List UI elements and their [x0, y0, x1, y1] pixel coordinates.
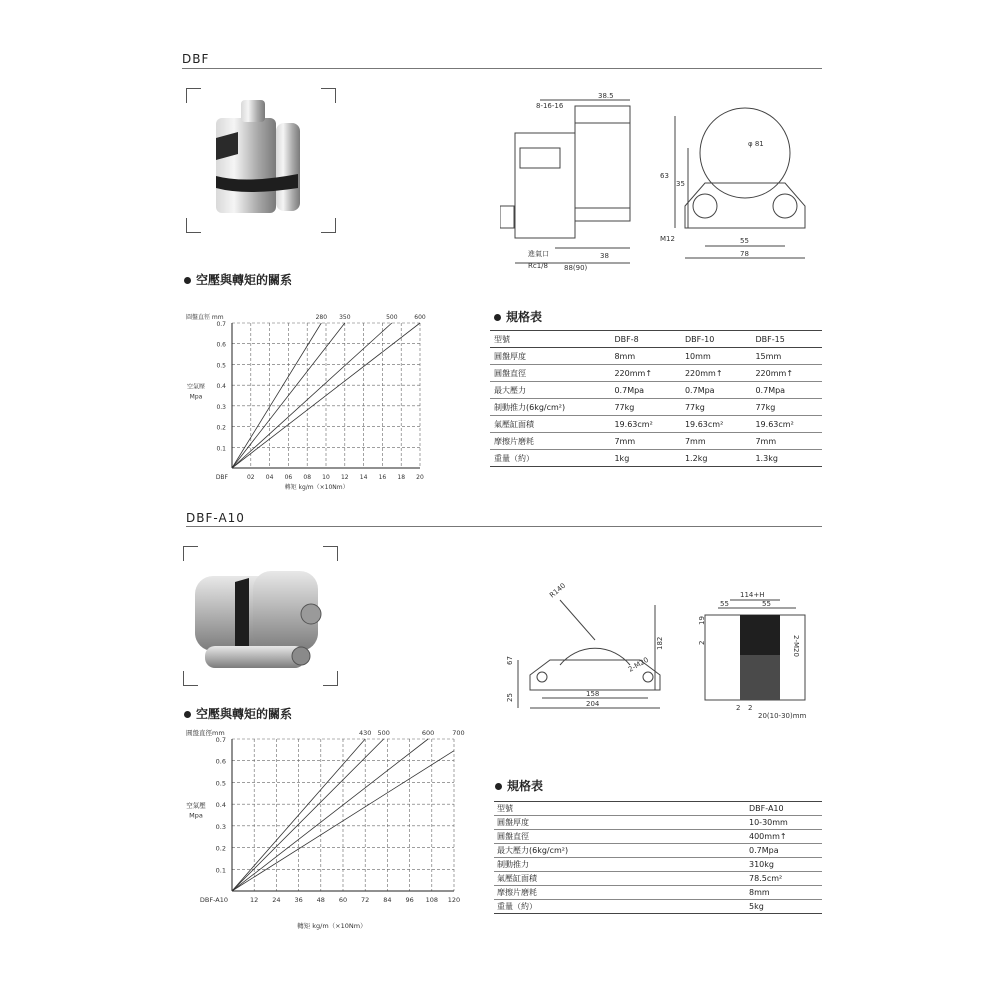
series-label: 600	[414, 314, 426, 321]
y-tick-label: 0.3	[215, 822, 226, 831]
dim-label: 114+H	[740, 591, 765, 599]
table-row: 重量（約） 1kg 1.2kg 1.3kg	[490, 450, 822, 467]
y-axis-label: Mpa	[189, 811, 203, 820]
x-tick-label: 36	[294, 896, 303, 904]
y-tick-label: 0.5	[216, 362, 226, 370]
table-cell: 型號	[494, 802, 746, 816]
inlet-label: 進氣口	[528, 250, 549, 258]
dim-label: 19	[698, 616, 706, 625]
chart-dbf-a10	[180, 722, 465, 937]
x-tick-label: 84	[383, 896, 392, 904]
dim-label: 67	[506, 656, 514, 665]
table-row: 最大壓力 0.7Mpa 0.7Mpa 0.7Mpa	[490, 382, 822, 399]
table-cell: DBF-8	[610, 331, 681, 348]
dia-label: φ 81	[748, 140, 764, 148]
series-label: 280	[315, 314, 328, 321]
x-tick-label: 08	[303, 474, 312, 481]
x-tick-label: 72	[361, 896, 370, 904]
x-tick-label: 20	[416, 474, 424, 481]
table-row: 制動推力(6kg/cm²) 77kg 77kg 77kg	[490, 399, 822, 416]
x-tick-label: 16	[378, 474, 387, 481]
y-tick-label: 0.4	[215, 801, 226, 810]
series-label: 350	[339, 314, 351, 321]
chart-heading-2: 空壓與轉矩的關系	[184, 705, 292, 722]
dim-label: 2-M20	[792, 635, 800, 657]
product-photo-dbf-a10	[183, 546, 338, 686]
table-row: 圓盤直徑 220mm↑ 220mm↑ 220mm↑	[490, 365, 822, 382]
section-title-dbf: DBF	[182, 52, 210, 66]
y-axis-label: 空氣壓	[186, 383, 206, 391]
spec-heading-1: 規格表	[494, 308, 542, 325]
x-tick-label: 60	[338, 896, 348, 904]
y-tick-label: 0.6	[215, 757, 226, 766]
y-axis-label: 空氣壓	[186, 801, 206, 810]
x-tick-label: 120	[447, 896, 461, 904]
x-axis-label: 轉矩 kg/m（×10Nm）	[284, 484, 349, 491]
dim-label: 55	[720, 600, 729, 608]
thread-label: Rc1/8	[528, 262, 548, 270]
table-cell: DBF-10	[681, 331, 752, 348]
table-cell: DBF-A10	[746, 802, 822, 816]
dim-label: 20(10-30)mm	[758, 712, 807, 720]
x-tick-label: 02	[246, 474, 255, 481]
series-line	[232, 323, 392, 468]
technical-drawing-dbf	[500, 88, 810, 273]
table-header-row	[490, 331, 822, 348]
y-tick-label: 0.1	[216, 445, 226, 453]
x-tick-label: 18	[397, 474, 406, 481]
origin-label: DBF	[215, 474, 228, 481]
dim-label: 78	[740, 250, 749, 258]
chart-heading-1: 空壓與轉矩的關系	[184, 271, 292, 288]
section-divider	[182, 68, 822, 69]
table-row: 摩擦片磨耗 8mm	[494, 886, 822, 900]
table-row: 制動推力 310kg	[494, 858, 822, 872]
x-tick-label: 04	[265, 474, 274, 481]
x-tick-label: 24	[272, 896, 281, 904]
y-tick-label: 0.7	[215, 736, 226, 744]
x-tick-label: 10	[322, 474, 330, 481]
x-axis-label: 轉矩 kg/m（×10Nm）	[297, 922, 367, 930]
y-tick-label: 0.6	[216, 341, 226, 349]
x-tick-label: 14	[359, 474, 368, 481]
dim-label: 8-16-16	[536, 102, 564, 110]
table-row: 最大壓力(6kg/cm²) 0.7Mpa	[494, 844, 822, 858]
origin-label: DBF-A10	[199, 896, 228, 904]
bullet-icon	[495, 783, 502, 790]
bullet-icon	[184, 277, 191, 284]
dim-label: 204	[586, 700, 600, 708]
dim-label: 2	[698, 640, 706, 645]
y-tick-label: 0.3	[216, 403, 226, 411]
table-row: 圓盤厚度 8mm 10mm 15mm	[490, 348, 822, 365]
technical-drawing-dbf-a10	[500, 580, 820, 725]
dim-label: 55	[740, 237, 749, 245]
spec-table-dbf	[490, 330, 822, 467]
series-line	[232, 323, 321, 468]
dim-label: 38.5	[598, 92, 614, 100]
dim-label: 2	[736, 704, 741, 712]
table-cell: 型號	[490, 331, 610, 348]
table-cell: DBF-15	[751, 331, 822, 348]
x-tick-label: 48	[316, 896, 325, 904]
x-tick-label: 96	[405, 896, 414, 904]
y-tick-label: 0.1	[215, 866, 226, 875]
section-divider	[186, 526, 822, 527]
y-tick-label: 0.2	[215, 844, 226, 853]
bullet-icon	[494, 314, 501, 321]
series-label: 700	[452, 729, 465, 737]
dim-label: 38	[600, 252, 609, 260]
bullet-icon	[184, 711, 191, 718]
x-tick-label: 12	[250, 896, 259, 904]
dim-label: 2-M20	[627, 655, 650, 674]
table-row: 氣壓缸面積 19.63cm² 19.63cm² 19.63cm²	[490, 416, 822, 433]
dim-label: 63	[660, 172, 669, 180]
series-label: 600	[421, 729, 435, 737]
y-axis-label: Mpa	[189, 393, 203, 401]
dim-label: 55	[762, 600, 771, 608]
x-tick-label: 108	[425, 896, 439, 904]
spec-table-dbf-a10	[494, 801, 822, 914]
dim-label: 158	[586, 690, 600, 698]
series-line	[232, 739, 384, 891]
spec-heading-2: 規格表	[495, 777, 543, 794]
series-label: 500	[386, 314, 398, 321]
product-photo-dbf	[186, 88, 336, 233]
table-row: 重量（約） 5kg	[494, 900, 822, 914]
y-tick-label: 0.4	[216, 383, 226, 391]
dim-label: 2	[748, 704, 753, 712]
dim-label: 88(90)	[564, 264, 588, 272]
dim-label: R140	[548, 581, 568, 600]
series-line	[232, 739, 428, 891]
dim-label: 182	[656, 636, 664, 650]
y-top-label: 圓盤直徑mm	[186, 729, 225, 737]
series-label: 500	[377, 729, 390, 737]
y-tick-label: 0.5	[215, 779, 226, 788]
dim-label: 35	[676, 180, 685, 188]
m12-label: M12	[660, 235, 675, 243]
section-title-dbf-a10: DBF-A10	[186, 511, 245, 525]
y-tick-label: 0.7	[216, 321, 226, 328]
table-row: 氣壓缸面積 78.5cm²	[494, 872, 822, 886]
x-tick-label: 12	[340, 474, 349, 481]
dim-label: 25	[506, 693, 514, 702]
y-tick-label: 0.2	[216, 424, 226, 432]
table-row: 圓盤厚度 10-30mm	[494, 816, 822, 830]
x-tick-label: 06	[284, 474, 293, 481]
table-row: 圓盤直徑 400mm↑	[494, 830, 822, 844]
table-header-row	[494, 802, 822, 816]
series-label: 430	[358, 729, 372, 737]
y-top-label: 圓盤直徑 mm	[186, 314, 224, 321]
chart-dbf	[180, 303, 445, 493]
table-row: 摩擦片磨耗 7mm 7mm 7mm	[490, 433, 822, 450]
